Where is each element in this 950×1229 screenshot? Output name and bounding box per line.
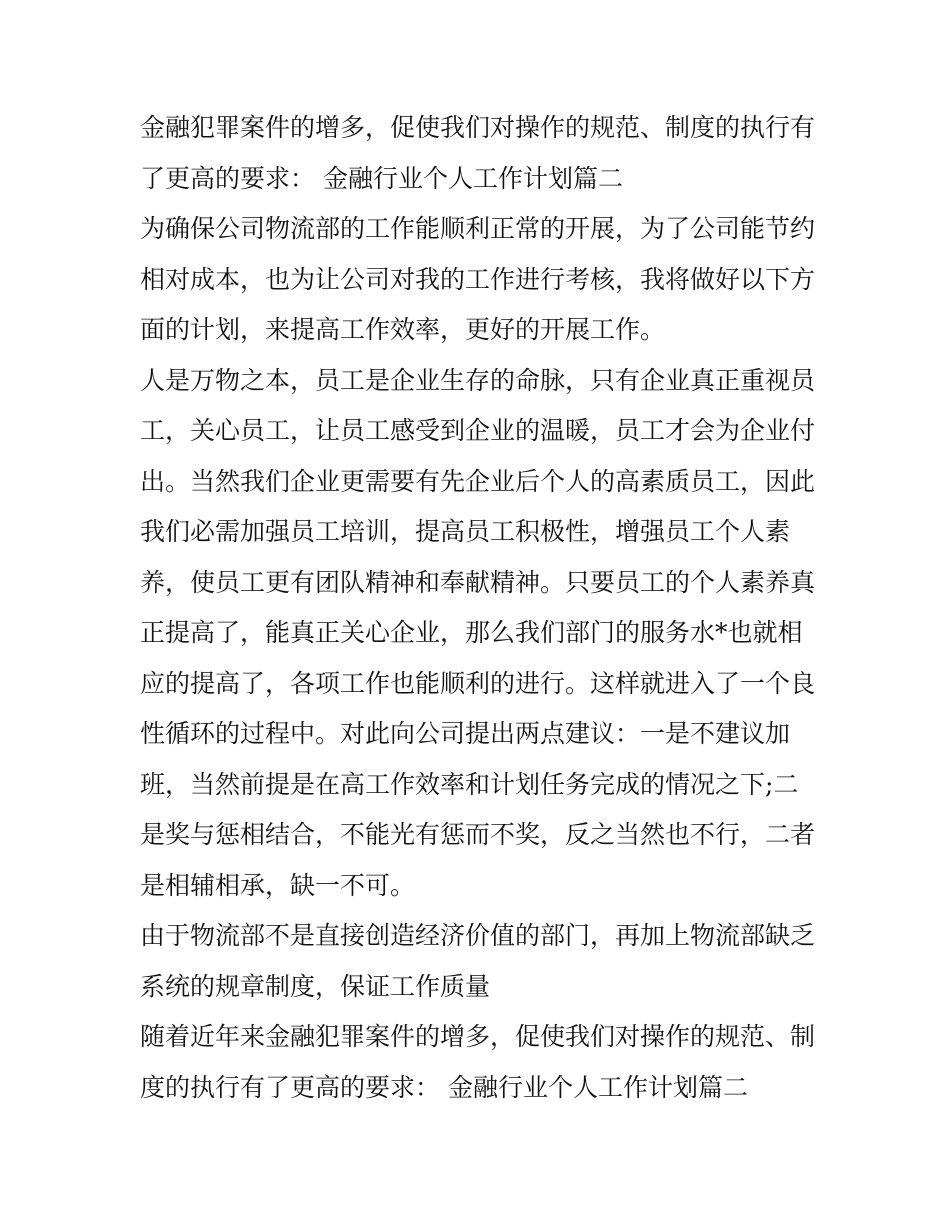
- text-line: 由于物流部不是直接创造经济价值的部门，再加上物流部缺乏: [140, 921, 816, 950]
- text-line: 度的执行有了更高的要求： 金融行业个人工作计划篇二: [140, 1072, 748, 1102]
- text-line: 了更高的要求： 金融行业个人工作计划篇二: [140, 163, 623, 193]
- text-line: 是奖与惩相结合，不能光有惩而不奖，反之当然也不行，二者: [140, 820, 816, 849]
- text-line: 金融犯罪案件的增多，促使我们对操作的规范、制度的执行有: [140, 113, 816, 142]
- text-line: 为确保公司物流部的工作能顺利正常的开展，为了公司能节约: [140, 214, 816, 243]
- text-line: 性循环的过程中。对此向公司提出两点建议：一是不建议加: [140, 719, 791, 748]
- text-line: 是相辅相承，缺一不可。: [140, 870, 416, 900]
- document-body: [140, 103, 820, 1113]
- text-line: 相对成本，也为让公司对我的工作进行考核，我将做好以下方: [140, 264, 816, 294]
- text-line: 应的提高了，各项工作也能顺利的进行。这样就进入了一个良: [140, 668, 816, 698]
- text-line: 人是万物之本，员工是企业生存的命脉，只有企业真正重视员: [140, 365, 816, 395]
- text-line: 班，当然前提是在高工作效率和计划任务完成的情况之下;二: [140, 769, 799, 799]
- text-line: 工，关心员工，让员工感受到企业的温暖，员工才会为企业付: [140, 416, 816, 445]
- text-line: 我们必需加强员工培训，提高员工积极性，增强员工个人素: [140, 517, 791, 546]
- text-line: 系统的规章制度，保证工作质量: [140, 971, 491, 1001]
- text-line: 随着近年来金融犯罪案件的增多，促使我们对操作的规范、制: [140, 1022, 816, 1051]
- text-line: 面的计划，来提高工作效率，更好的开展工作。: [140, 315, 666, 344]
- text-line: 出。当然我们企业更需要有先企业后个人的高素质员工，因此: [140, 466, 816, 496]
- text-line: 正提高了，能真正关心企业，那么我们部门的服务水*也就相: [140, 618, 803, 647]
- text-line: 养，使员工更有团队精神和奉献精神。只要员工的个人素养真: [140, 567, 816, 597]
